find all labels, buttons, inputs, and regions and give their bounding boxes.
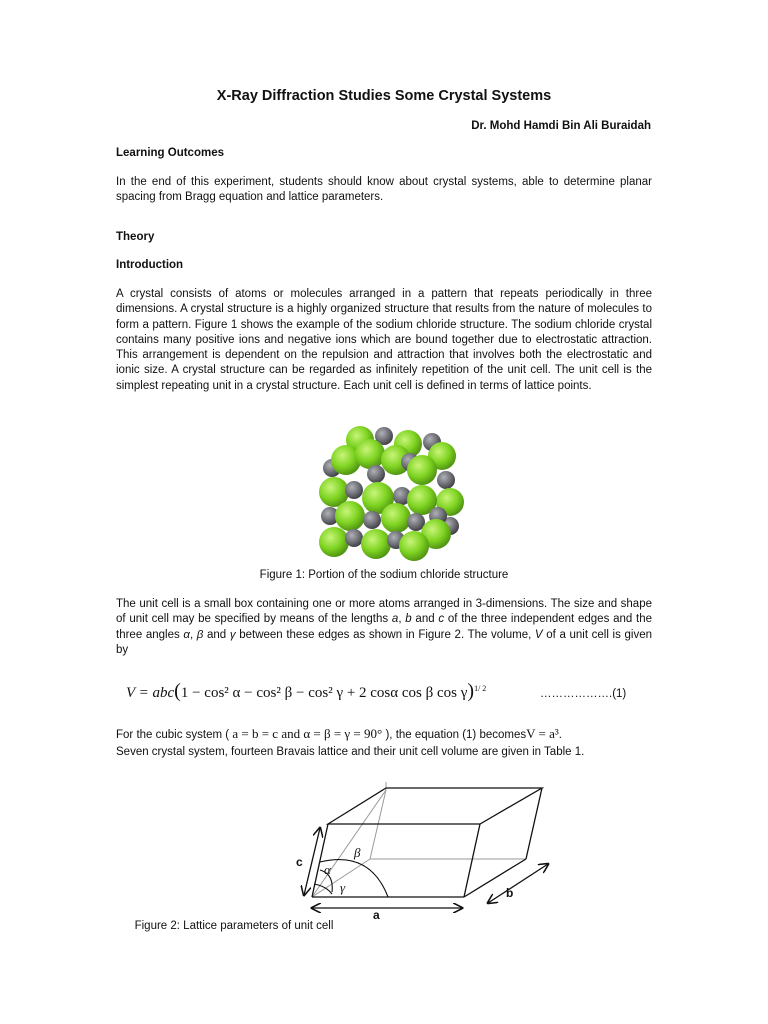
label-a: a bbox=[373, 908, 380, 920]
sodium-atom bbox=[345, 529, 363, 547]
page-title: X-Ray Diffraction Studies Some Crystal Systems bbox=[216, 88, 552, 104]
equation-exponent: 1/ 2 bbox=[474, 684, 487, 693]
text-span: between these edges as shown in Figure 2. The volume, bbox=[235, 628, 535, 641]
text-span: of the three independent edges and the three angles bbox=[116, 613, 653, 641]
angle-beta: β bbox=[196, 628, 204, 641]
cubic-system-line bbox=[116, 726, 656, 743]
b-arrow bbox=[488, 864, 548, 903]
chlorine-atom bbox=[335, 501, 365, 531]
angle-alpha: α bbox=[183, 628, 190, 641]
length-c: c bbox=[438, 613, 445, 626]
sodium-atom bbox=[367, 465, 385, 483]
sodium-atom bbox=[363, 511, 381, 529]
author-name: Dr. Mohd Hamdi Bin Ali Buraidah bbox=[471, 120, 651, 132]
label-beta: β bbox=[354, 845, 361, 860]
seven-systems-line: Seven crystal system, fourteen Bravais lattice and their unit cell volume are given in Table 1. bbox=[116, 746, 585, 758]
length-a: a bbox=[391, 613, 399, 626]
angle-gamma: γ bbox=[229, 628, 236, 641]
unit-cell-paragraph bbox=[116, 597, 652, 658]
nacl-structure-figure bbox=[310, 420, 470, 568]
text-span: and bbox=[203, 628, 230, 641]
visible-edges bbox=[312, 788, 542, 897]
sodium-atom bbox=[345, 481, 363, 499]
cubic-condition: a = b = c and α = β = γ = 90° bbox=[229, 726, 386, 741]
text-span: The unit cell is a small box containing one or more atoms arranged in 3-dimensions. The size and shape of unit cell may be specified by means of the lengths bbox=[116, 598, 652, 626]
figure1-caption: Figure 1: Portion of the sodium chloride structure bbox=[259, 569, 509, 581]
volume-v: V bbox=[534, 628, 543, 641]
learning-outcomes-heading: Learning Outcomes bbox=[116, 147, 224, 159]
equation-number: ……………….(1) bbox=[540, 688, 627, 700]
chlorine-atom bbox=[319, 527, 349, 557]
length-b: b bbox=[405, 613, 412, 626]
equation-body: 1 − cos² α − cos² β − cos² γ + 2 cosα cos β cos γ bbox=[180, 685, 468, 701]
introduction-heading: Introduction bbox=[116, 259, 184, 271]
chlorine-atom bbox=[355, 439, 385, 469]
sodium-atom bbox=[437, 471, 455, 489]
theory-heading: Theory bbox=[116, 231, 155, 243]
volume-equation: V = abc(1 − cos² α − cos² β − cos² γ + 2 cosα cos β cos γ)$^{1/ 2}$ bbox=[126, 680, 487, 702]
text-span: For the cubic system ( bbox=[116, 729, 230, 741]
label-b: b bbox=[506, 886, 514, 900]
chlorine-atom bbox=[381, 503, 411, 533]
chlorine-atom bbox=[399, 531, 429, 561]
cubic-volume: V = a³ bbox=[526, 726, 559, 741]
text-span: ), the equation (1) becomes bbox=[385, 729, 527, 741]
figure2-caption: Figure 2: Lattice parameters of unit cell bbox=[134, 920, 334, 932]
text-span: . bbox=[558, 729, 562, 741]
learning-outcomes-text: In the end of this experiment, students should know about crystal systems, able to determine planar spacing from Bragg equation and lattice parameters. bbox=[116, 176, 652, 204]
intro-paragraph: A crystal consists of atoms or molecules arranged in a pattern that repeats periodically in three dimensions. A crystal structure is a highly organized structure that results from the nature of molecules to form a pattern. Figure 1 shows the example of the sodium chloride structure. The sodium chloride crystal contains many positive ions and negative ions which are bound together due to electrostatic attraction. This arrangement is dependent on the repulsion and attraction that involves both the electrostatic and ionic size. A crystal structure can be regarded as infinitely repetition of the unit cell. The unit cell is the simplest repeating unit in a crystal structure. Each unit cell is defined in terms of lattice points. bbox=[116, 288, 652, 392]
unit-cell-figure bbox=[290, 782, 570, 920]
label-alpha: α bbox=[324, 862, 331, 877]
text-span: of a unit cell is given by bbox=[116, 628, 652, 656]
chlorine-atom bbox=[407, 455, 437, 485]
text-span: and bbox=[411, 613, 439, 626]
label-gamma: γ bbox=[340, 880, 346, 895]
chlorine-atom bbox=[361, 529, 391, 559]
text-span: , bbox=[189, 628, 197, 641]
label-c: c bbox=[296, 855, 303, 869]
equation-lhs: V = abc bbox=[126, 685, 175, 701]
text-span: , bbox=[398, 613, 406, 626]
